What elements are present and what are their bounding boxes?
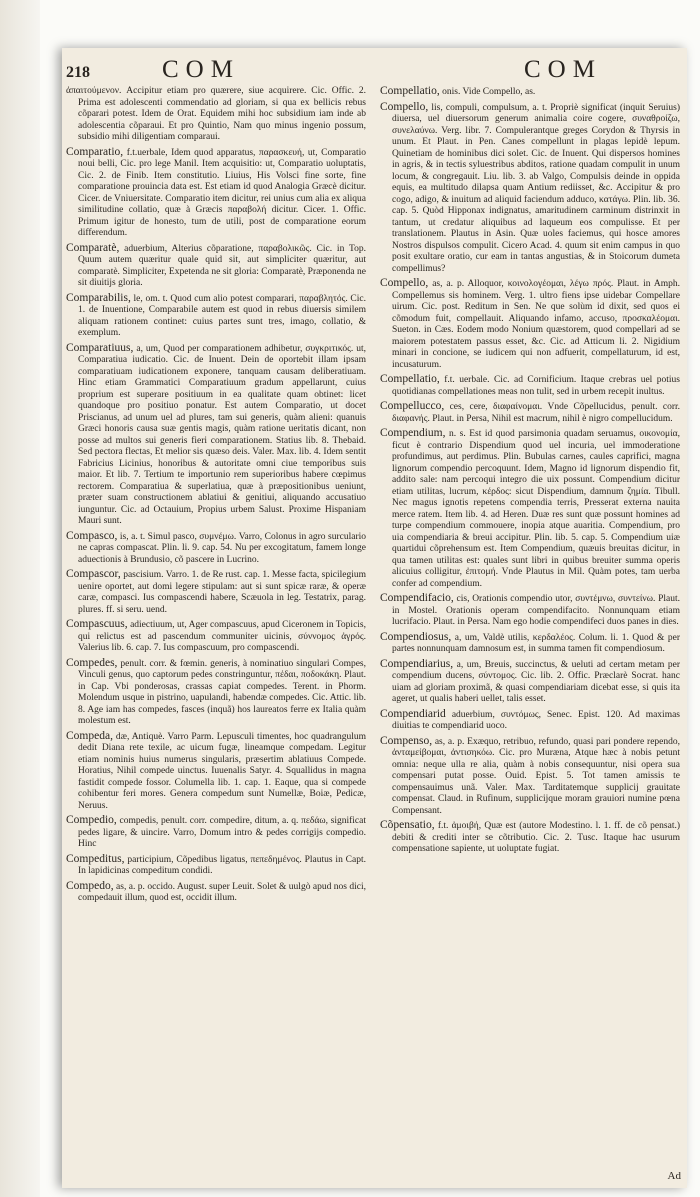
- entry-text: a, um, Valdè utilis, κερδαλέος. Colum. li. 1. Quod & per partes nonnunquam damnosum est, in summa tamen fit compendiosum.: [392, 632, 681, 654]
- entry-text: adiectiuum, ut, Ager compascuus, apud Ciceronem in Topicis, qui relictus est ad pascendum communiter uicinis, σύννομος ἀγρός. Valerius lib. 6. cap. 7. Ius compascuum, pro compascendi.: [78, 620, 367, 653]
- page-number: 218: [66, 64, 90, 81]
- entry-headword: Compendifacio,: [380, 592, 454, 604]
- entry-headword: Compendiarid: [380, 707, 446, 720]
- dictionary-entry: [66, 243, 366, 290]
- dictionary-entry: [380, 632, 680, 656]
- book-binding: [0, 0, 40, 1197]
- entry-text: f.t.uerbale, Idem quod apparatus, παρασκευή, ut, Comparatio noui belli, Cic. pro lege Manil. Item acquisitio: ut, Comparatio uoluptatis, Cic. 2. de Finib. Item constitutio. Liuius, His Volsci fine sorte, fine comparatione prouincia data est. Est etiam id quod Analogia Græcè dicitur. Cicer. de Vniuersitate. Comparatio item dicitur, rei unius cum alia ex aliqua similitudine collatio, quæ à Græcis παραβολή dicitur. Cicer. 1. Offic. Primum igitur de honesto, tum de utili, post de comparatione eorum differendum.: [78, 147, 366, 238]
- entry-headword: Cõpensatio,: [380, 819, 435, 831]
- entry-text: pascisium. Varro. 1. de Re rust. cap. 1. Messe facta, spicilegium uenire oportet, aut domi legere stipulam: aut si sunt spicæ raræ, & operæ caræ, compasci. Ius compascendi habere, Scæuola in leg. Testatrix, parag. plures. ff. si seru. uend.: [78, 570, 367, 615]
- catchword: Ad: [667, 1170, 681, 1182]
- entry-text: cis, Orationis compendio utor, συντέμνω, συντείνω. Plaut. in Mostel. Orationis operam compendifacito. Nonnunquam etiam lucrifacio. Plaut. in Persa. Nam ego hodie compendifeci duos panes in dies.: [392, 594, 680, 627]
- book-page: [62, 48, 687, 1188]
- running-head-right: COM: [524, 56, 602, 83]
- dictionary-entry: [66, 815, 366, 851]
- entry-headword: Compenso,: [380, 734, 433, 747]
- dictionary-entry: [380, 709, 680, 733]
- entry-text: aduerbium, συντόμως, Senec. Epist. 120. Ad maximas diuitias te compendiarid uoco.: [392, 709, 680, 731]
- entry-text: f.t. ἀμοιβή, Quæ est (autore Modestino. l. 1. ff. de cõ pensat.) debiti & crediti inter se cõtributio. Cic. 2. Tusc. Itaque hac usurum compensatione sapiente, ut uoluptate fugiat.: [392, 821, 680, 854]
- entry-headword: Compello,: [380, 100, 429, 113]
- entry-text: participium, Cõpedibus ligatus, πεπεδημένος. Plautus in Capt. In lapidicinas compeditum condidi.: [78, 854, 367, 876]
- dictionary-entry: [66, 343, 366, 528]
- dictionary-entry: [380, 374, 680, 398]
- entry-headword: Compendium,: [380, 427, 446, 439]
- entry-headword: Compellatio,: [380, 85, 440, 97]
- entry-text: ces, cere, διαφαίνομαι. Vnde Cõpellucidus, penult. corr. διαφανής. Plaut. in Persa, Nihil est macrum, nihil è nigro compellucidum.: [392, 402, 681, 424]
- entry-headword: Compellatio,: [380, 373, 440, 385]
- dictionary-entry: [380, 820, 680, 856]
- dictionary-entry: [66, 731, 366, 813]
- entry-headword: Compedo,: [66, 879, 114, 892]
- running-head-left: COM: [162, 56, 240, 83]
- left-column: [66, 86, 366, 908]
- entry-headword: Compedes,: [66, 656, 118, 669]
- entry-headword: Comparatè,: [66, 241, 120, 254]
- dictionary-entry: [66, 147, 366, 240]
- entry-headword: Compedio,: [66, 814, 117, 826]
- entry-text: as, a. p. occido. August. super Leuit. Solet & uulgò apud nos dici, compedauit illum, quod est, occidit illum.: [78, 881, 367, 903]
- entry-text: is, a. t. Simul pasco, συμνέμω. Varro, Colonus in agro surculario ne capras compascat. Plin. li. 9. cap. 54. Nu per excogitatum, famem longe aduectionis à Brundusio, cõ pascere in Lucrino.: [78, 531, 367, 565]
- entry-headword: Compascuus,: [66, 618, 128, 630]
- dictionary-entry: [66, 86, 366, 144]
- entry-text: onis. Vide Compello, as.: [442, 87, 536, 97]
- entry-headword: Compendiosus,: [380, 630, 452, 643]
- entry-headword: Compascor,: [66, 568, 121, 580]
- entry-headword: Compeditus,: [66, 852, 125, 865]
- dictionary-entry: [380, 86, 680, 99]
- entry-text: a, um, Breuis, succinctus, & ueluti ad certam metam per compendium ducens, σύντομος. Cic. lib. 2. Offic. Præclarè Socrat. hanc uiam ad gloriam proximã, & quasi compendiariam dicebat esse, si quis ita ageret, ut qualis haberi uellet, talis esset.: [392, 659, 681, 704]
- dictionary-entry: [66, 854, 366, 878]
- entry-headword: Compeda,: [66, 729, 113, 742]
- dictionary-entry: [66, 531, 366, 567]
- entry-headword: Compello,: [380, 277, 429, 289]
- entry-text: as, a. p. Alloquor, κοινολογέομαι, λέγω πρός. Plaut. in Amph. Compellemus sis hominem. Verg. 1. ultro fiens ipse uidebar Compellare uirum. Cic. post. Reditum in Sen. Ne que solùm id dixit, sed quos ei cõmodum fuit, compellauit. Aliquando infamo, accuso, προσκαλέομαι. Sueton. in Cæs. Eodem modo Nonium quæstorem, quod compellari ad se maiorem potestatem passus esset, &c. Cic. ad Atticum li. 2. Nigidium minari in concione, se iudicem qui non adfuerit, compellaturum, id est, incusaturum.: [392, 279, 680, 370]
- dictionary-entry: [380, 278, 680, 371]
- dictionary-entry: [380, 102, 680, 276]
- entry-text: a, um, Quod per comparationem adhibetur, συγκριτικός. ut, Comparatiua iudicatio. Cic. de Inuent. Dein de oportebit illam ipsam comparatiuam iudicationem exponere, tanquam causam deliberatiuam. Hinc etiam Grammatici Comparatiuum gradum appellarunt, cuius proprium est superare positiuum in ea qualitate quam obtinet: licet quandoque pro positiuo ponatur. Est autem Comparatio, ut docet Priscianus, ad unum uel ad plures, tam sui generis, quàm alieni: quanuis Græci honoris causa suæ gentis magis, quàm ratione ueritatis dicant, non posse ad multos sui generis fieri comparationem. Statius lib. 8. Thebaid. Sed pectora flectas, Et melior sis quæso deis. Valer. Max. lib. 4. Idem sentit Fabricius Licinius, honoribus & autoritate omni ciue temporibus suis maior. Et lib. 7. Tertium te importunio rem superioribus habere cœpimus rectorem. Comparatiua & superlatiua, quæ à præpositionibus ueniunt, præter suam constructionem ablatiui & genitiui, aliquando accusatiuo iunguntur. Cic. ad Octauium, Propius urbem Salust. Proxime Hispaniam Mauri sunt.: [78, 343, 367, 526]
- dictionary-entry: [380, 659, 680, 706]
- entry-text: n. s. Est id quod parsimonia quadam seruamus, οικονομία, ficut è contrario Dispendium quod uel incuria, uel immoderatione profundimus, aut perdimus. Plin. Bubulas carnes, caules caprifici, magna lignorum compendio percoquunt. Idem, Magno id lignorum dispendio fit, addito sale: nam percoqui integro die uix possunt. Compendium dicitur etiam utilitas, lucrum, κέρδος: sicut Dispendium, damnum ζημία. Tibull. Nec magus ignotis repetens compendia terris, Presserat externa nauita merce ratem. Item lib. 4. ad Heren. Duæ res sunt quæ possunt homines ad turpe compendium commouere, inopia atque auaritia. Compendium, pro uia compendiaria & breui accipitur. Plin. lib. 5. cap. 5. Compendium uiæ quartidui cõprehensum est. Item Compendium, quæuis breuitas dicitur, in qua tamen utilitas est: quales sunt libri in quibus breuiter summa operis alicuius colligitur, ἐπιτομή. Vnde Plautus in Mil. Quàm potes, tam uerba confer ad compendium.: [392, 429, 681, 589]
- dictionary-entry: [380, 428, 680, 590]
- entry-headword: Compendiarius,: [380, 657, 454, 670]
- entry-text: ἀπαιτούμενον. Accipitur etiam pro quærere, siue acquirere. Cic. Offic. 2. Prima est adolescenti commendatio ad gloriam, si qua ex bellicis rebus cõparari potest. Idem de Orat. Equidem mihi hoc subsidium iam inde ab adolescentia cõparaui. Et pro Quintio, Nam quo minus ingenio possum, subsidio mihi diligentiam comparaui.: [66, 86, 366, 142]
- entry-text: le, om. t. Quod cum alio potest comparari, παραβλητός. Cic. 1. de Inuentione, Comparabile autem est quod in rebus diuersis similem aliquam rationem continet: cuius partes sunt tres, imago, collatio, & exemplum.: [78, 293, 366, 338]
- entry-headword: Comparatio,: [66, 145, 124, 158]
- entry-text: compedis, penult. corr. compedire, ditum, a. q. πεδάω, significat pedes ligare, & uincire. Varro, Domum intro & pedes corrigijs compedio. Hinc: [78, 816, 367, 849]
- entry-text: as, a. p. Exæquo, retribuo, refundo, quasi pari pondere rependo, ἀνταμείβομαι, ἀντισηκόω. Cic. pro Muræna, Atque hæc à nobis petunt omnia: neque ulla re alia, quàm à nobis consequuntur, nisi opera sua compensari putat posse. Ouid. Epist. 5. Tot tamen amissis te compensauimus unã. Valer. Max. Tarditatemque supplicij grauitate compensat. Claud. in Rufinum, supplicijque moram grauiori numine pœna Compensant.: [392, 736, 680, 816]
- dictionary-entry: [66, 658, 366, 728]
- entry-text: dæ, Antiquè. Varro Parm. Lepusculi timentes, hoc quadrangulum dedit Diana rete texile, ac uicum fugæ, lineamque compedam. Legitur etiam nominis huius numerus singularis, præsertim ablatiuus Compede. Horatius, Nihil compede uinctus. Iuuenalis Satyr. 4. Squallidus in magna fastidit compede fossor. Columella lib. 1. cap. 1. Eaque, qua si compede cohibentur feri mores. Genera compedum sunt Numellæ, Boiæ, Pedicæ, Neruus.: [78, 731, 366, 811]
- entry-headword: Compellucco,: [380, 400, 445, 412]
- entry-headword: Comparabilis,: [66, 291, 131, 304]
- page-header: [62, 56, 687, 86]
- entry-text: f.t. uerbale. Cic. ad Cornificium. Itaque crebras uel potius quotidianas compellationes meas non tulit, sed in urbem recepit inultus.: [392, 375, 680, 397]
- entry-text: penult. corr. & fœmin. generis, à nominatiuo singulari Compes, Vinculi genus, quo captorum pedes constringuntur, πέδαι, ποδοκάκη. Plaut. in Cap. Vbi ponderosas, crassas capiat compedes. Terent. in Phorm. Molendum usque in pistrino, uapulandi, habendæ compedes. Cic. Attic. lib. 8. Age iam has compedes, fasces (inquã) hos laureatos ferre ex Italia quàm molestum est.: [78, 658, 366, 726]
- dictionary-entry: [66, 619, 366, 655]
- right-column: [380, 86, 680, 859]
- dictionary-entry: [66, 293, 366, 340]
- entry-headword: Compasco,: [66, 529, 118, 542]
- dictionary-entry: [66, 569, 366, 616]
- dictionary-entry: [380, 593, 680, 629]
- dictionary-entry: [66, 881, 366, 905]
- entry-text: lis, compuli, compulsum, a. t. Propriè significat (inquit Seruius) diuersa, uel diuersorum generum animalia coire cogere, συναθροίζω, συνελαύνω. Verg. libr. 7. Compulerantque greges Corydon & Thyrsis in unum. Et Plaut. in Pen. Canes compellunt in plagas lepidè lepum. Quinetiam de hominibus dici solet. Cic. de Inuent. Qui dispersos homines in agris, & in tectis syluestribus abditos, ratione quadam compulit in unum locum, & congregauit. Liu. lib. 3. ab Valgo, Compulsis deinde in oppida equis, ea multitudo dilapsa quam Antium rediisset, &c. Accipitur & pro cogo, adigo, & inuitum ad aliquid faciendum adduco, κατάγω. Plin. lib. 36. cap. 5. Quòd Hipponax indignatus, amaritudinem carminum distrinxit in tantum, ut credatur aliquibus ad laqueum eos compulisse. Et per translationem. Plautus in Asin. Quæ uoles faciemus, qui hosce amores Nostros dispulsos compulit. Cicero Acad. 4. quum sit enim campus in quo posit exultare oratio, cur eam in tantas angustias, & in Stoicorum dumeta compellimus?: [392, 102, 680, 274]
- entry-text: aduerbium, Alterius cõparatione, παραβολικῶς. Cic. in Top. Quum autem quæritur quale quid sit, aut simpliciter quæritur, aut comparatè. Simpliciter, Expetenda ne sit gloria: Comparatè, Præponenda ne sit diuitijs gloria.: [78, 243, 366, 288]
- dictionary-entry: [380, 736, 680, 818]
- dictionary-entry: [380, 401, 680, 425]
- entry-headword: Comparatiuus,: [66, 341, 134, 354]
